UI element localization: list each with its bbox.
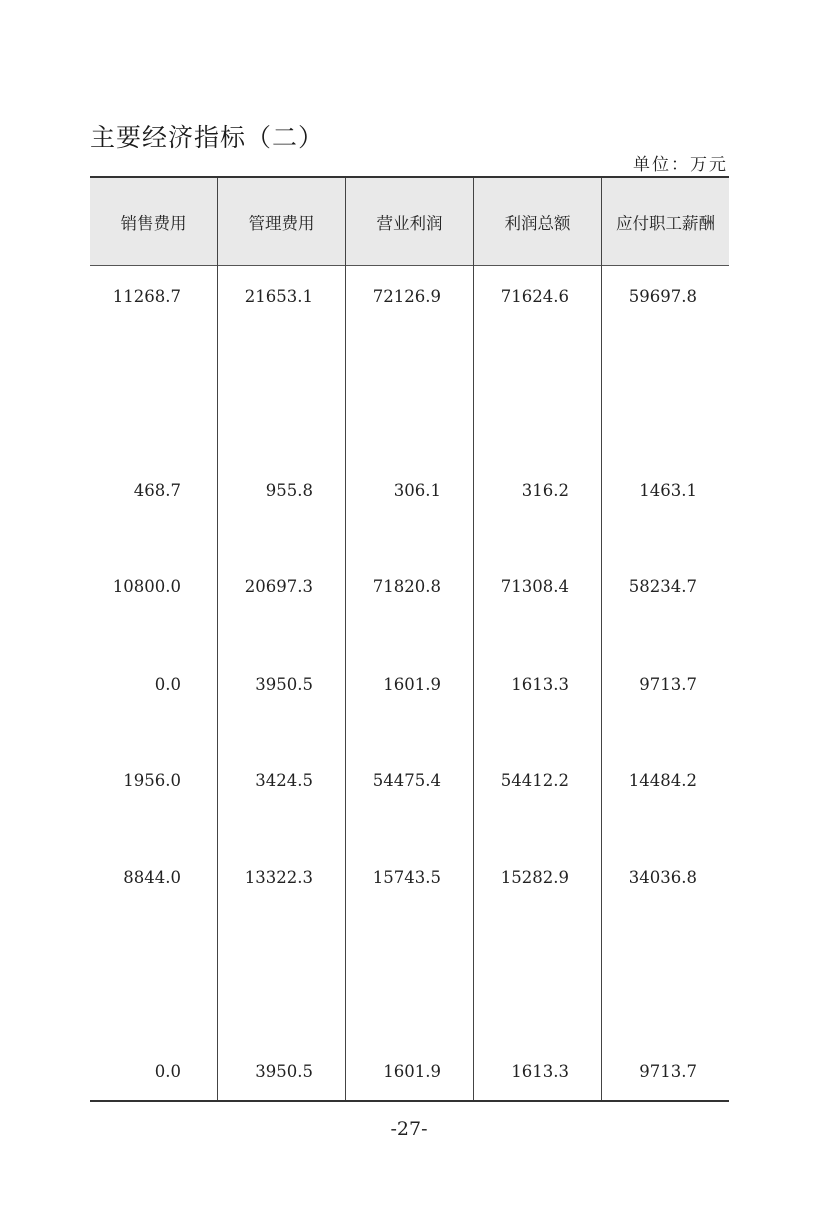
table-cell: 54412.2 xyxy=(500,771,569,790)
table-cell: 71624.6 xyxy=(500,287,569,306)
table-cell: 71820.8 xyxy=(372,577,441,596)
table-cell: 1463.1 xyxy=(639,481,697,500)
table-cell: 0.0 xyxy=(154,1062,181,1081)
table-cell: 59697.8 xyxy=(628,287,697,306)
header-admin-expenses: 管理费用 xyxy=(248,213,315,233)
table-cell: 9713.7 xyxy=(639,675,697,694)
column-divider xyxy=(473,178,474,1100)
table-cell: 34036.8 xyxy=(628,868,697,887)
table-cell: 1613.3 xyxy=(511,1062,569,1081)
table-cell: 72126.9 xyxy=(372,287,441,306)
header-sales-expenses: 销售费用 xyxy=(120,213,187,233)
header-payroll-payable: 应付职工薪酬 xyxy=(616,213,715,233)
table-cell: 1956.0 xyxy=(123,771,181,790)
economic-indicators-table xyxy=(90,176,729,1102)
table-cell: 3950.5 xyxy=(255,1062,313,1081)
table-cell: 9713.7 xyxy=(639,1062,697,1081)
table-cell: 1613.3 xyxy=(511,675,569,694)
table-cell: 15743.5 xyxy=(372,868,441,887)
table-cell: 1601.9 xyxy=(383,675,441,694)
column-divider xyxy=(217,178,218,1100)
table-cell: 468.7 xyxy=(133,481,181,500)
page-title: 主要经济指标（二） xyxy=(90,123,325,152)
table-cell: 3424.5 xyxy=(255,771,313,790)
table-cell: 71308.4 xyxy=(500,577,569,596)
table-cell: 1601.9 xyxy=(383,1062,441,1081)
header-total-profit: 利润总额 xyxy=(504,213,571,233)
table-cell: 11268.7 xyxy=(112,287,181,306)
table-cell: 58234.7 xyxy=(628,577,697,596)
table-cell: 14484.2 xyxy=(628,771,697,790)
table-cell: 8844.0 xyxy=(123,868,181,887)
page-number: -27- xyxy=(390,1118,428,1140)
unit-label: 单位：万元 xyxy=(633,155,728,175)
column-divider xyxy=(345,178,346,1100)
table-cell: 15282.9 xyxy=(500,868,569,887)
table-cell: 54475.4 xyxy=(372,771,441,790)
table-cell: 20697.3 xyxy=(244,577,313,596)
table-cell: 955.8 xyxy=(265,481,313,500)
table-cell: 306.1 xyxy=(393,481,441,500)
header-operating-profit: 营业利润 xyxy=(376,213,443,233)
table-cell: 0.0 xyxy=(154,675,181,694)
table-cell: 21653.1 xyxy=(244,287,313,306)
table-cell: 3950.5 xyxy=(255,675,313,694)
table-cell: 316.2 xyxy=(521,481,569,500)
column-divider xyxy=(601,178,602,1100)
table-cell: 13322.3 xyxy=(244,868,313,887)
table-cell: 10800.0 xyxy=(112,577,181,596)
